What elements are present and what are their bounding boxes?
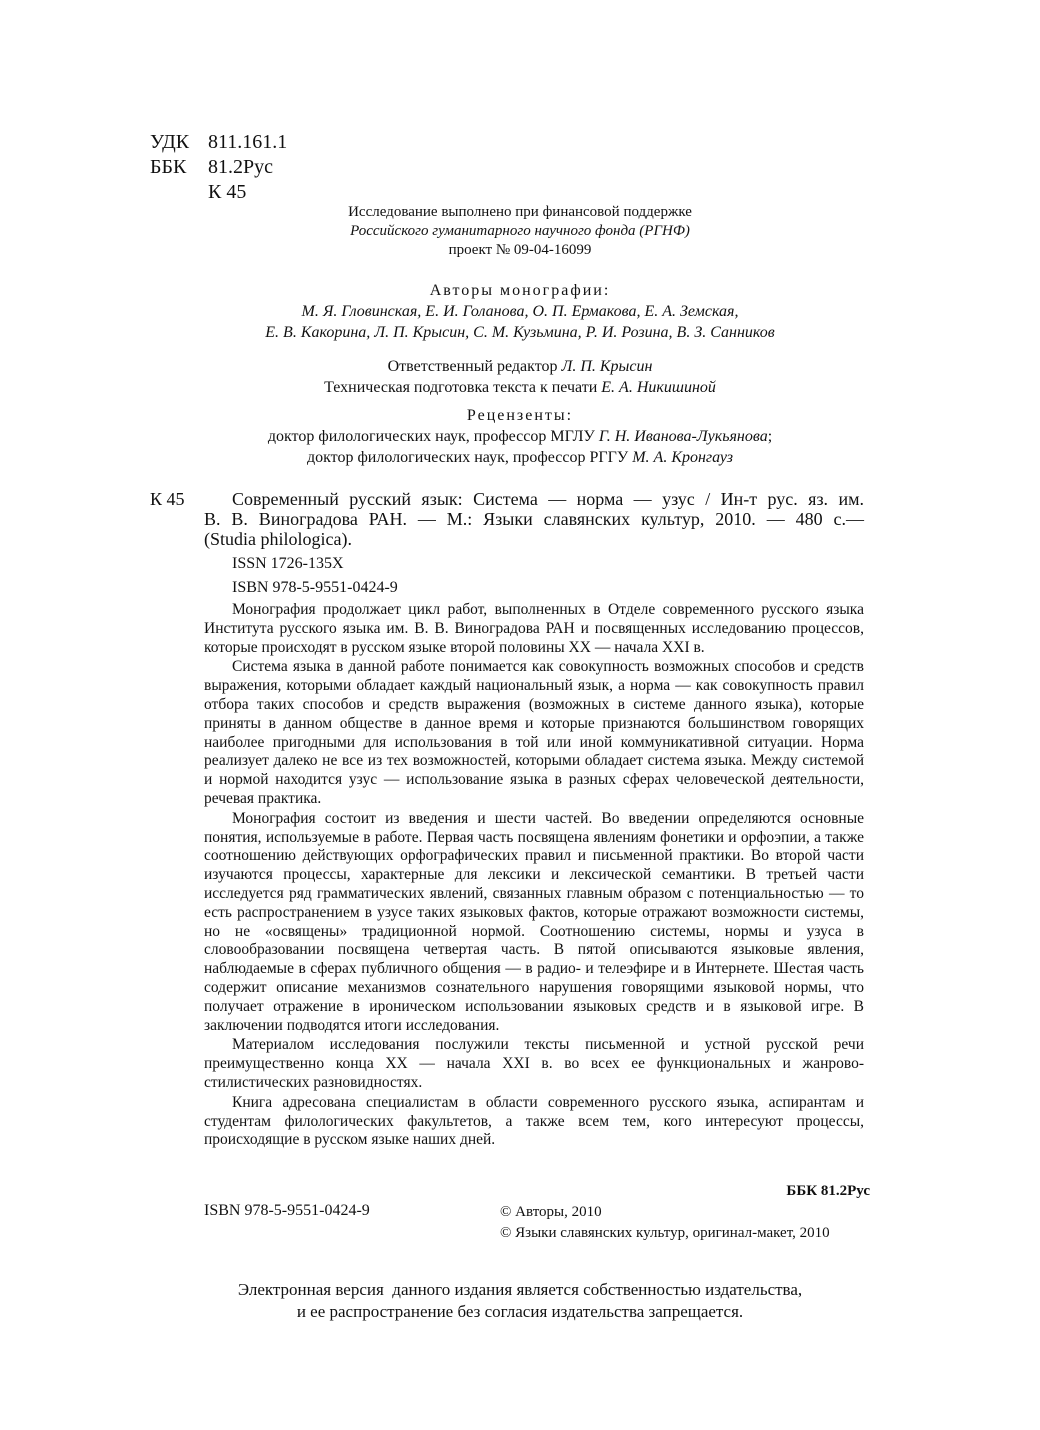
reviewer-2-name: М. А. Кронгауз	[632, 449, 734, 466]
funding-line-1: Исследование выполнено при финансовой поддержке	[348, 204, 692, 220]
copyright-authors: © Авторы, 2010	[500, 1204, 602, 1220]
isbn: ISBN 978-5-9551-0424-9	[232, 579, 398, 596]
reviewer-1-name: Г. Н. Иванова-Лукьянова	[598, 428, 768, 445]
responsible-editor-name: Л. П. Крысин	[561, 358, 653, 375]
bbk-label: ББК	[150, 156, 187, 178]
funding-line-2: Российского гуманитарного научного фонда (РГНФ)	[350, 223, 690, 239]
electronic-version-notice	[0, 1279, 1040, 1323]
copyright-block	[500, 1202, 830, 1244]
biblio-line-3: (Studia philologica).	[204, 529, 352, 549]
annotation-paragraph: Книга адресована специалистам в области современного русского языка, аспирантам и студентам филологических факультетов, а также всем тем, кого интересуют процессы, происходящие в русском языке наших дней.	[204, 1093, 864, 1149]
annotation-paragraph: Система языка в данной работе понимается как совокупность возможных способов и средств выражения, которыми обладает каждый национальный язык, а норма — как совокупность правил отбора таких способов и средств выражения (возможных в системе данного языка), которые приняты в данном обществе в данное время и которые признаются большинством говорящих наиболее пригодными для использования в той или иной коммуникативной ситуации. Норма реализует далеко не все из тех возможностей, которыми обладает система языка. Между системой и нормой находится узус — использование языка в разных сферах человеческой деятельности, речевая практика.	[204, 658, 864, 807]
reviewer-2: доктор филологических наук, профессор РГГУ М. А. Кронгауз	[306, 449, 734, 466]
bbk-row	[150, 155, 287, 180]
bbk-value: 81.2Рус	[208, 156, 273, 178]
authors-block	[0, 280, 1040, 343]
notice-line-2: и ее распространение без согласия издательства запрещается.	[296, 1302, 744, 1321]
technical-preparation: Техническая подготовка текста к печати Е. А. Никишиной	[324, 379, 716, 396]
classification-codes	[150, 130, 287, 205]
bibliographic-record	[204, 489, 864, 549]
annotation	[204, 601, 864, 1151]
authors-line-1: М. Я. Гловинская, Е. И. Голанова, О. П. Ермакова, Е. А. Земская,	[301, 303, 739, 320]
annotation-paragraph: Монография продолжает цикл работ, выполненных в Отделе современного русского языка Института русского языка им. В. В. Виноградова РАН и посвященных исследованию процессов, которые происходят в русском языке второй половины XX — начала XXI в.	[204, 601, 864, 656]
annotation-paragraph: Монография состоит из введения и шести частей. Во введении определяются основные понятия, используемые в работе. Первая часть посвящена явлениям фонетики и орфоэпии, а также соотношению действующих орфографических правил и письменной практики. Во второй части изучаются процессы, характерные для лексики и лексической семантики. В третьей части исследуется ряд грамматических явлений, связанных главным образом с потенциальностью — то есть распространением в узусе таких языковых фактов, которые отражают возможности системы, но не «освящены» традиционной нормой. Соотношению системы, нормы и узуса в словообразовании посвящена четвертая часть. В пятой описываются языковые явления, наблюдаемые в сферах публичного общения — в радио- и телеэфире и в Интернете. Шестая часть содержит описание механизмов сознательного нарушения говорящими языковой нормы, что получает отражение в ироническом использовании языковых средств и в языковой игре. В заключении подводятся итоги исследования.	[204, 809, 864, 1034]
copyright-publisher: © Языки славянских культур, оригинал-макет, 2010	[500, 1225, 830, 1241]
isbn-bottom: ISBN 978-5-9551-0424-9	[204, 1202, 370, 1219]
notice-line-1: Электронная версия данного издания является собственностью издательства,	[237, 1280, 803, 1299]
annotation-paragraph: Материалом исследования послужили тексты письменной и устной русской речи преимущественно конца XX — начала XXI в. во всех ее функциональных и жанрово-стилистических разновидностях.	[204, 1036, 864, 1091]
issn: ISSN 1726-135X	[232, 555, 344, 572]
author-mark: К 45	[208, 181, 247, 203]
reviewers-heading: Рецензенты:	[466, 407, 574, 424]
funding-note	[0, 203, 1040, 260]
bbk-code-bottom: ББК 81.2Рус	[786, 1183, 870, 1199]
technical-preparation-name: Е. А. Никишиной	[601, 379, 716, 396]
bibliography-code: К 45	[150, 489, 185, 509]
udk-row	[150, 130, 287, 155]
authors-line-2: Е. В. Какорина, Л. П. Крысин, С. М. Кузьмина, Р. И. Розина, В. З. Санников	[265, 324, 775, 341]
funding-line-3: проект № 09-04-16099	[448, 242, 592, 258]
author-mark-row	[150, 180, 287, 205]
authors-heading: Авторы монографии:	[429, 282, 611, 299]
responsible-editor: Ответственный редактор Л. П. Крысин	[387, 358, 653, 375]
editors-block	[0, 356, 1040, 398]
reviewer-1: доктор филологических наук, профессор МГЛУ Г. Н. Иванова-Лукьянова;	[267, 428, 773, 445]
biblio-line-1: Современный русский язык: Система — норма — узус / Ин-т рус. яз. им.	[232, 489, 864, 509]
udk-label: УДК	[150, 131, 190, 153]
udk-value: 811.161.1	[208, 131, 288, 153]
biblio-line-2: В. В. Виноградова РАН. — М.: Языки славянских культур, 2010. — 480 с.—	[204, 509, 864, 529]
reviewers-block	[0, 405, 1040, 468]
